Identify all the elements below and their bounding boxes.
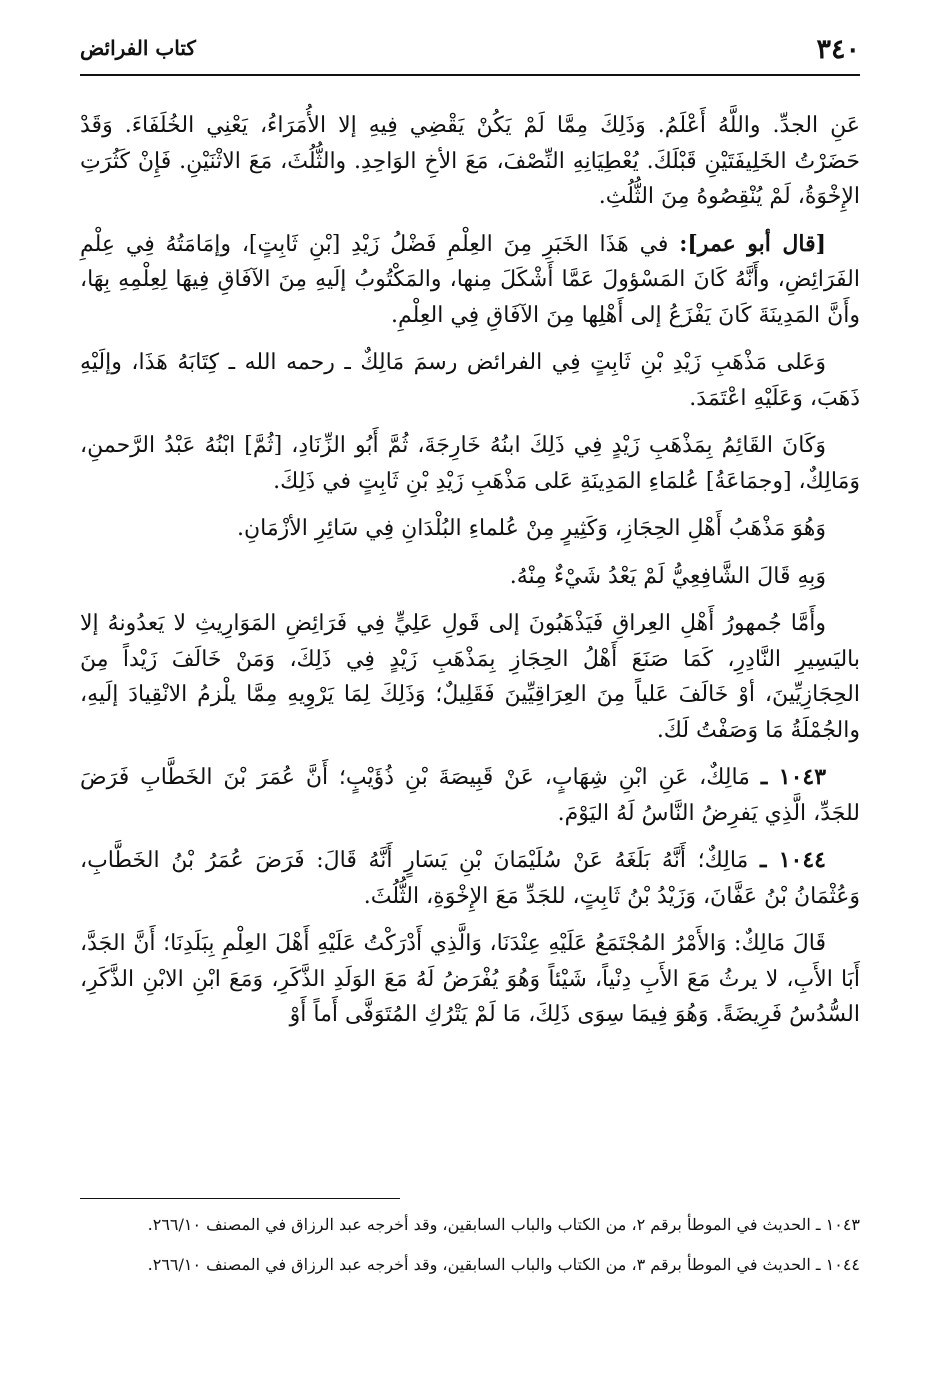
main-text [80, 108, 860, 1045]
footnote-rule [80, 1198, 400, 1199]
book-title: كتاب الفرائض [80, 36, 196, 60]
paragraph-text: وَكَانَ القَائِمُ بِمَذْهَبِ زَيْدٍ فِي ذَلِكَ ابنُهُ خَارِجَةَ، ثُمَّ أَبُو الزِّنَادِ، [ثُمَّ] ابْنُهُ عَبْدُ الرَّحمنِ، وَمَالِكٌ، [وجمَاعَةُ] عُلمَاءِ المَدِينَةِ عَلى مَذْهَبِ زَيْدِ بْنِ ثَابِتٍ في ذَلِكَ. [80, 433, 860, 494]
paragraph [80, 606, 860, 748]
paragraph [80, 345, 860, 416]
paragraph [80, 108, 860, 215]
page-header [80, 30, 860, 70]
header-rule [80, 74, 860, 76]
paragraph-text: وَبِهِ قَالَ الشَّافِعِيُّ لَمْ يَعْدُ شَيْءٌ مِنْهُ. [509, 563, 826, 589]
hadith-number: ١٠٤٤ ـ [759, 847, 826, 873]
paragraph-text: وَهُوَ مَذْهَبُ أَهْلِ الحِجَازِ، وَكَثِيرٍ مِنْ عُلماءِ البُلْدَانِ فِي سَائِرِ الأزْمَانِ. [236, 516, 826, 541]
speaker-label: [قال أبو عمر]: [679, 230, 826, 257]
hadith-number: ١٠٤٣ ـ [760, 764, 827, 790]
paragraph-text: وأَمَّا جُمهورُ أَهْلِ العِراقِ فَيَذْهَبُونَ إلى قَولِ عَلِيٍّ فِي فَرَائِضِ المَوَارِيثِ لا يَعدُونهُ إلا باليَسِيرِ النَّادِرِ، كَمَا صَنَعَ أَهْلُ الحِجَازِ بِمَذْهَبِ زَيْدٍ فِي ذَلِكَ، وَمَنْ خَالَفَ زَيْداً مِنَ الحِجَازِيِّينَ، أوْ خَالَفَ عَلياً مِنَ العِرَاقِيِّينَ فَقَلِيلٌ؛ وَذَلِكَ لِمَا يَرْوِيهِ مِمَّا يلْزمُ الانْقِيادَ إلَيهِ، والجُمْلَةُ مَا وَصَفْتُ لَكَ. [80, 611, 861, 743]
paragraph-text: قَالَ مَالِكٌ: وَالأَمْرُ المُجْتَمَعُ عَلَيْهِ عِنْدَنَا، وَالَّذِي أَدْرَكْتُ عَلَيْهِ أَهْلَ العِلْمِ بِبَلَدِنَا؛ أَنَّ الجَدَّ، أَبَا الأَبِ، لا يرثُ مَعَ الأَبِ دِنْياً، شَيْئاً وَهُوَ يُفْرَضُ لَهُ مَعَ الوَلَدِ الذَّكَرِ، وَمَعَ ابْنِ الابْنِ الذَّكَرِ، السُّدُسُ فَرِيضَةً. وَهُوَ فِيمَا سِوَى ذَلِكَ، مَا لَمْ يَتْرُكِ المُتَوَفَّى أَماً أَوْ [80, 931, 860, 1027]
paragraph [80, 559, 860, 595]
paragraph [80, 926, 860, 1033]
page-number: ٣٤٠ [816, 34, 860, 65]
footnote: ١٠٤٤ ـ الحديث في الموطأ برقم ٣، من الكتاب والباب السابقين، وقد أخرجه عبد الرزاق في المصنف ٢٦٦/١٠. [147, 1255, 860, 1274]
book-page [80, 30, 860, 1360]
paragraph-text: مَالِكٌ، عَنِ ابْنِ شِهَابٍ، عَنْ قَبِيصَةَ بْنِ ذُؤَيْبٍ؛ أَنَّ عُمَرَ بْنَ الخَطَّابِ فَرَضَ للجَدِّ، الَّذِي يَفرِضُ النَّاسُ لَهُ اليَوْمَ. [80, 765, 860, 826]
paragraph [80, 428, 860, 499]
footnotes [80, 1210, 860, 1290]
paragraph-text: في هَذَا الخَبَرِ مِنَ العِلْمِ فَضْلُ زَيْدِ [بْنِ ثَابِتٍ]، وإمَامَتُهُ فِي عِلْمِ الفَرَائِضِ، وأَنَّهُ كَانَ المَسْؤولَ عَمَّا أَشْكَلَ مِنها، والمَكْتُوبُ إلَيهِ مِنَ الآفَاقِ فِيهَا لِعِلْمِهِ بِهَا، وأَنَّ المَدِينَةَ كَانَ يَفْزَعُ إلى أَهْلِها مِنَ الآفَاقِ فِي العِلْمِ. [80, 231, 860, 328]
paragraph [80, 511, 860, 547]
paragraph-text: وَعَلى مَذْهَبِ زَيْدِ بْنِ ثَابِتٍ فِي الفرائض رسمَ مَالِكٌ ـ رحمه الله ـ كِتَابَهُ هَذَا، وإلَيْهِ ذَهَبَ، وَعَلَيْهِ اعْتَمَدَ. [80, 350, 860, 411]
paragraph-text: مَالِكٌ؛ أَنَّهُ بَلَغَهُ عَنْ سُلَيْمَانَ بْنِ يَسَارٍ أَنَّهُ قَالَ: فَرَضَ عُمَرُ بْنُ الخَطَّابِ، وَعُثْمَانُ بْنُ عَفَّانَ، وَزَيْدُ بْنُ ثَابِتٍ، للجَدِّ مَعَ الإِخْوَةِ، الثُّلُثَ. [80, 848, 860, 909]
footnote: ١٠٤٣ ـ الحديث في الموطأ برقم ٢، من الكتاب والباب السابقين، وقد أخرجه عبد الرزاق في المصنف ٢٦٦/١٠. [147, 1215, 860, 1234]
paragraph [80, 227, 860, 334]
hadith-1044 [80, 843, 860, 914]
paragraph-text: عَنِ الجدِّ. واللَّهُ أَعْلَمُ. وَذَلِكَ مِمَّا لَمْ يَكُنْ يَقْضِي فِيهِ إلا الأُمَرَاءُ، يَعْنِي الخُلَفَاءَ. وَقَدْ حَضَرْتُ الخَلِيفَتَيْنِ قَبْلَكَ. يُعْطِيَانِهِ النِّصْفَ، مَعَ الأخِ الوَاحِدِ. والثُّلُثَ، مَعَ الاثْنَيْنِ. فَإِنْ كَثُرَتِ الإِخْوَةُ، لَمْ يُنْقِصُوهُ مِنَ الثُّلُثِ. [80, 113, 860, 209]
hadith-1043 [80, 760, 860, 831]
